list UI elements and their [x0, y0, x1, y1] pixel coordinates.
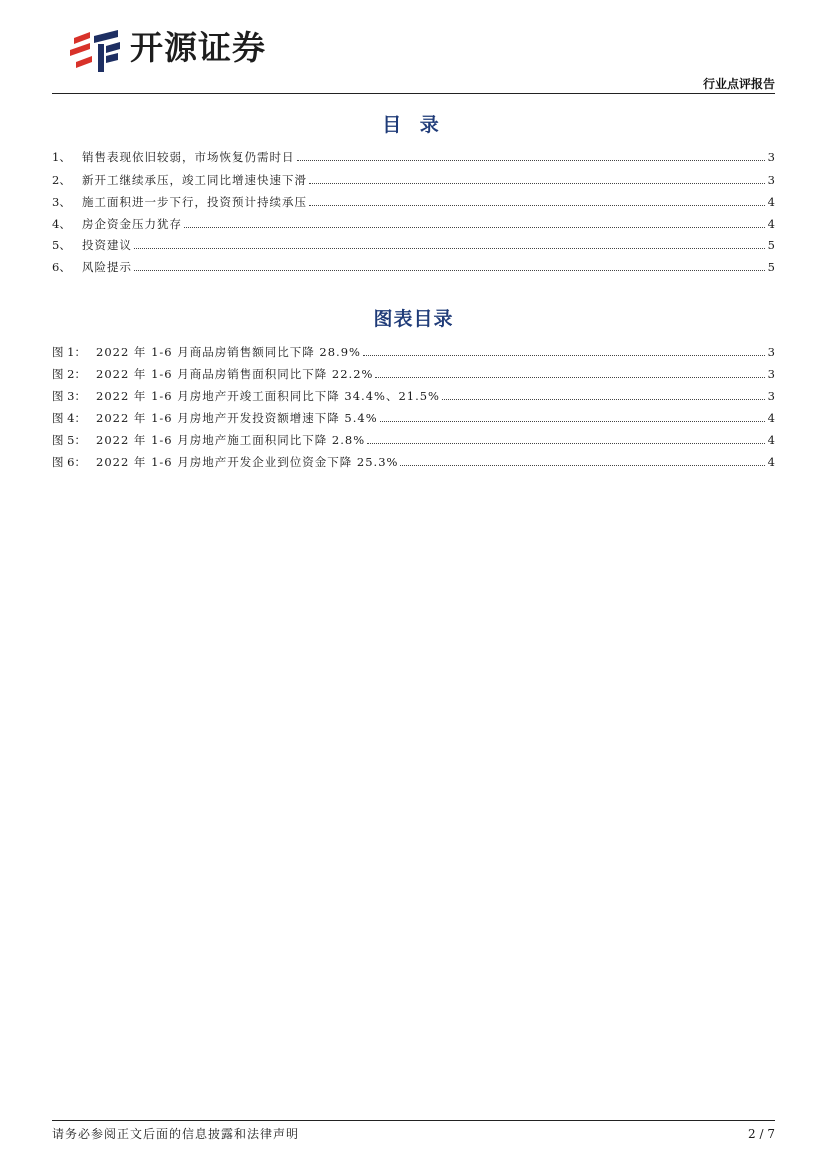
dot-leader	[380, 421, 765, 422]
toc-entry[interactable]	[52, 168, 775, 188]
logo-text: 开源证券	[130, 28, 266, 67]
company-logo	[68, 22, 298, 74]
dot-leader	[442, 399, 765, 400]
toc-entry-page: 3	[767, 173, 775, 187]
dot-leader	[363, 355, 765, 356]
figure-list-title: 图表目录	[373, 308, 454, 330]
dot-leader	[297, 160, 766, 161]
toc-entry-title: 施工面积进一步下行，投资预计持续承压	[82, 195, 307, 209]
figure-entry-title: 2022 年 1-6 月房地产开竣工面积同比下降 34.4%、21.5%	[96, 389, 440, 403]
footer-divider	[52, 1120, 775, 1121]
toc-entry[interactable]	[52, 233, 775, 253]
toc-entry-page: 5	[767, 260, 775, 274]
figure-entry-number: 图 1：	[52, 345, 86, 359]
report-type-label: 行业点评报告	[702, 77, 775, 91]
dot-leader	[375, 377, 765, 378]
dot-leader	[309, 205, 765, 206]
toc-entry-title: 新开工继续承压，竣工同比增速快速下滑	[82, 173, 307, 187]
figure-entry-title: 2022 年 1-6 月房地产施工面积同比下降 2.8%	[96, 433, 366, 447]
figure-entry[interactable]	[52, 428, 775, 448]
figure-entry-number: 图 6：	[52, 455, 86, 469]
figure-entry[interactable]	[52, 450, 775, 470]
figure-entry-page: 4	[767, 411, 775, 425]
toc-entry-page: 4	[767, 195, 775, 209]
figure-entry-title: 2022 年 1-6 月房地产开发投资额增速下降 5.4%	[96, 411, 378, 425]
dot-leader	[367, 443, 765, 444]
figure-entry-page: 3	[767, 367, 775, 381]
toc-entry-page: 4	[767, 217, 775, 231]
toc-entry-number: 1、	[52, 150, 71, 164]
figure-entry[interactable]	[52, 362, 775, 382]
figure-entry-page: 3	[767, 345, 775, 359]
figure-entry-number: 图 4：	[52, 411, 86, 425]
figure-entry-title: 2022 年 1-6 月房地产开发企业到位资金下降 25.3%	[96, 455, 399, 469]
toc-title: 目 录	[382, 114, 445, 136]
toc-entry-title: 投资建议	[82, 238, 132, 252]
toc-entry[interactable]	[52, 255, 775, 275]
toc-entry-number: 2、	[52, 173, 71, 187]
toc-entry-number: 6、	[52, 260, 71, 274]
figure-entry-page: 3	[767, 389, 775, 403]
dot-leader	[134, 270, 765, 271]
toc-entry[interactable]	[52, 190, 775, 210]
dot-leader	[184, 227, 765, 228]
figure-entry[interactable]	[52, 406, 775, 426]
header-divider	[52, 93, 775, 94]
page-number: 2 / 7	[748, 1127, 775, 1141]
figure-entry[interactable]	[52, 340, 775, 360]
toc-entry-title: 风险提示	[82, 260, 132, 274]
toc-entry-number: 4、	[52, 217, 71, 231]
dot-leader	[400, 465, 765, 466]
footer-disclaimer: 请务必参阅正文后面的信息披露和法律声明	[52, 1127, 300, 1141]
toc-entry-page: 3	[767, 150, 775, 164]
figure-entry-page: 4	[767, 455, 775, 469]
figure-entry[interactable]	[52, 384, 775, 404]
dot-leader	[309, 183, 765, 184]
toc-entry-title: 销售表现依旧较弱，市场恢复仍需时日	[82, 150, 295, 164]
toc-entry-number: 3、	[52, 195, 71, 209]
toc-entry-page: 5	[767, 238, 775, 252]
toc-entry-number: 5、	[52, 238, 71, 252]
toc-entry[interactable]	[52, 145, 775, 165]
logo-mark-icon	[68, 28, 124, 74]
figure-entry-title: 2022 年 1-6 月商品房销售面积同比下降 22.2%	[96, 367, 374, 381]
toc-entry[interactable]	[52, 212, 775, 232]
toc-entry-title: 房企资金压力犹存	[82, 217, 182, 231]
figure-entry-page: 4	[767, 433, 775, 447]
figure-entry-number: 图 5：	[52, 433, 86, 447]
dot-leader	[134, 248, 765, 249]
figure-entry-number: 图 2：	[52, 367, 86, 381]
figure-entry-number: 图 3：	[52, 389, 86, 403]
figure-entry-title: 2022 年 1-6 月商品房销售额同比下降 28.9%	[96, 345, 361, 359]
